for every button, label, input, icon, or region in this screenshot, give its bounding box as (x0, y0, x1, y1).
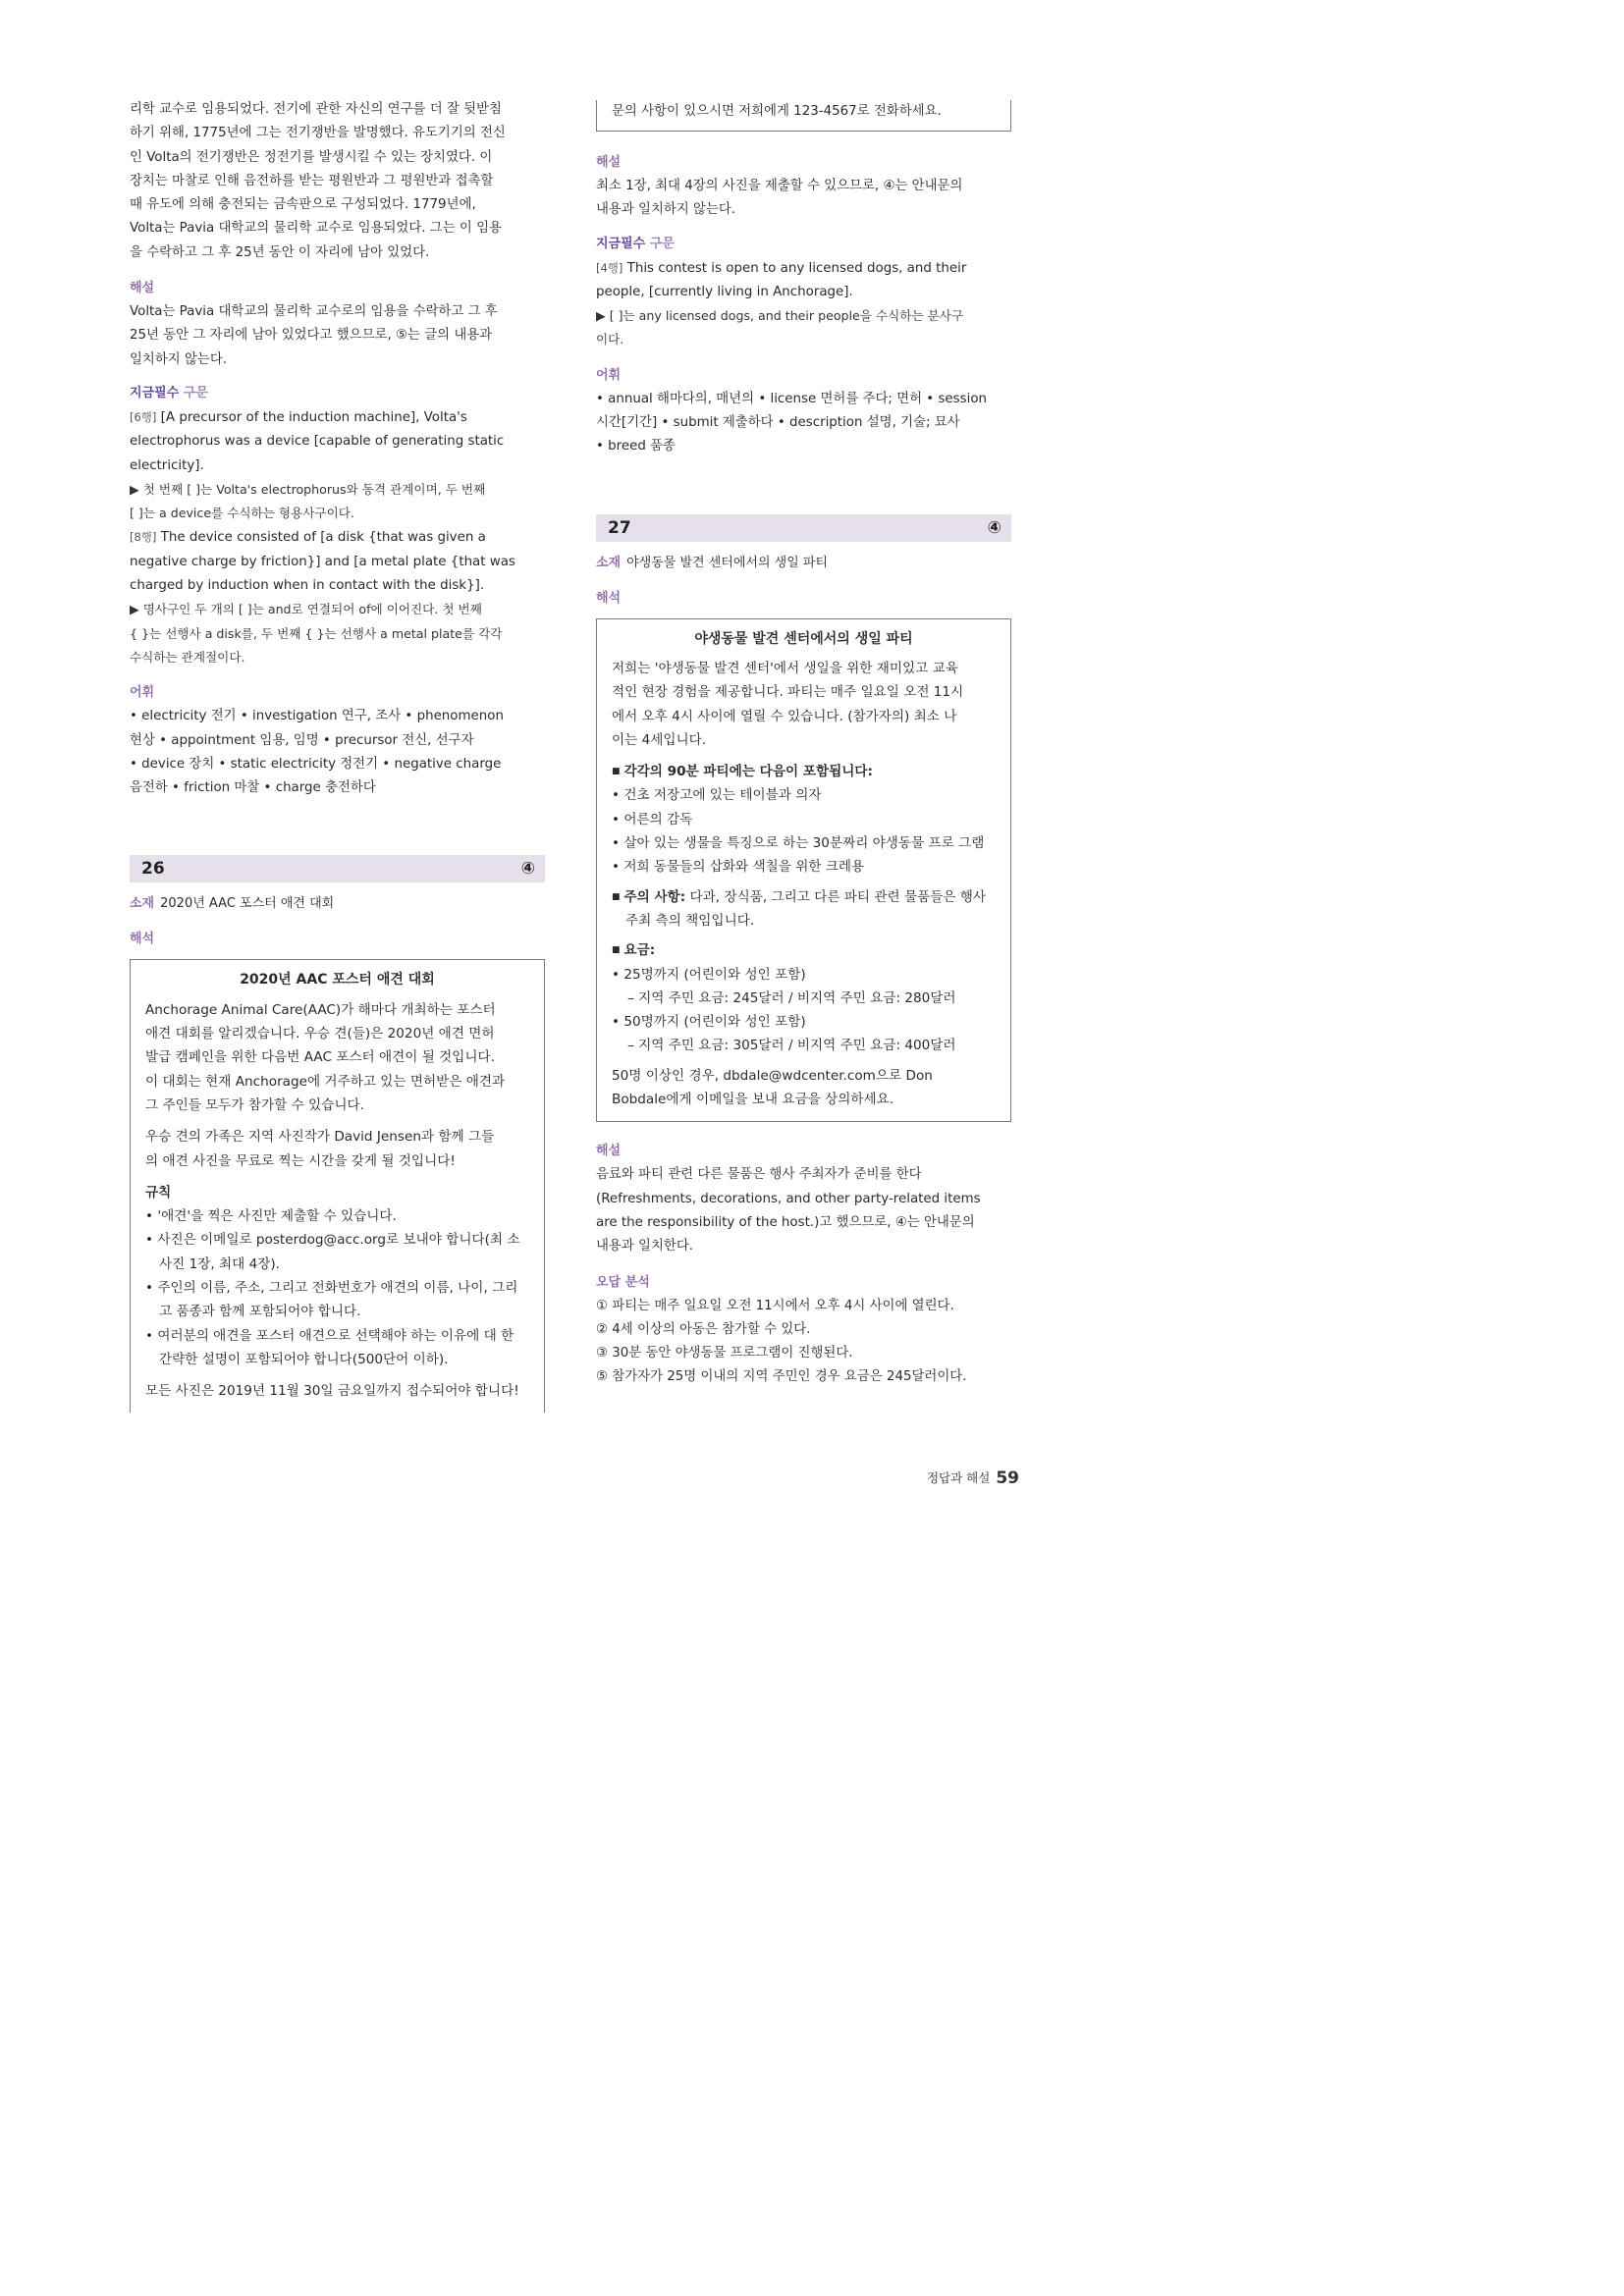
text-line: 발급 캠페인을 위한 다음번 AAC 포스터 애견이 될 것입니다. (145, 1049, 496, 1066)
include-item: • 살아 있는 생물을 특징으로 하는 30분짜리 야생동물 프로 그램 (612, 835, 985, 852)
section-label-vocabulary: 어휘 (130, 685, 155, 701)
right-column (596, 0, 1011, 1390)
explanation-text (130, 300, 545, 372)
text-line: 이 대회는 현재 Anchorage에 거주하고 있는 면허받은 애견과 (145, 1073, 506, 1090)
notice-box-27 (596, 618, 1011, 1123)
note-line: [ ]는 a device를 수식하는 형용사구이다. (130, 506, 354, 521)
section-label-translation: 해석 (596, 590, 622, 606)
text-line: charged by induction when in contact with the disk}]. (130, 578, 485, 594)
grammar-label-sub: 구문 (649, 236, 675, 251)
vocab-line: 현상 • appointment 임용, 임명 • precursor 전신, 선구자 (130, 732, 474, 748)
text-line: 이는 4세입니다. (612, 731, 707, 748)
fee-item: • 25명까지 (어린이와 성인 포함) (612, 966, 806, 983)
notice-paragraph (145, 1125, 529, 1173)
topic-text: 2020년 AAC 포스터 애견 대회 (160, 896, 335, 912)
rule-item: • 사진은 이메일로 posterdog@acc.org로 보내야 합니다(최 소 사진 1장, 최대 4장). (145, 1232, 520, 1272)
page-number: 59 (996, 1468, 1019, 1488)
grammar-label-main: 지금필수 (596, 236, 646, 251)
grammar-item (596, 256, 1011, 352)
text-line: 애견 대회를 알리겠습니다. 우승 견(들)은 2020년 애견 면허 (145, 1026, 495, 1042)
text-line: The device consisted of [a disk {that was given a (160, 530, 486, 546)
note-heading: ■ 주의 사항: (612, 889, 685, 905)
text-line: 25년 동안 그 자리에 남아 있었다고 했으므로, ⑤는 글의 내용과 (130, 328, 493, 344)
topic-key: 소재 (596, 555, 622, 570)
note-line: 수식하는 관계절이다. (130, 649, 245, 665)
explanation-text (596, 175, 1011, 223)
text-line: (Refreshments, decorations, and other party-related items (596, 1191, 981, 1206)
note-line: ▶ 첫 번째 [ ]는 Volta's electrophorus와 동격 관계이며, 두 번째 (130, 481, 486, 497)
note-text: 다과, 장식품, 그리고 다른 파티 관련 물품들은 행사 주최 측의 책임입니다. (625, 888, 987, 929)
grammar-label-sub: 구문 (183, 385, 208, 400)
text-line: 인 Volta의 전기쟁반은 정전기를 발생시킬 수 있는 장치였다. 이 (130, 149, 493, 165)
question-header-27 (596, 514, 1011, 542)
note-line: ▶ 명사구인 두 개의 [ ]는 and로 연결되어 of에 이어진다. 첫 번째 (130, 602, 482, 617)
topic-line (130, 892, 545, 916)
text-line: 내용과 일치하지 않는다. (596, 202, 736, 218)
rules-heading: 규칙 (145, 1184, 172, 1201)
notice-box-26 (130, 959, 545, 1413)
text-line: This contest is open to any licensed dogs, and their (626, 260, 967, 276)
text-line: negative charge by friction}] and [a metal plate {that was (130, 554, 515, 569)
vocabulary-list (596, 388, 1011, 459)
question-answer: ④ (520, 859, 535, 880)
text-line: electrophorus was a device [capable of generating static (130, 434, 505, 450)
text-line: 일치하지 않는다. (130, 351, 228, 367)
note-line: 이다. (596, 332, 624, 347)
vocab-line: 음전하 • friction 마찰 • charge 충전하다 (130, 780, 376, 796)
text-line: ② 4세 이상의 아동은 참가할 수 있다. (596, 1321, 811, 1337)
explanation-text (596, 1163, 1011, 1258)
wrong-answer-analysis (596, 1295, 1011, 1390)
text-line: Bobdale에게 이메일을 보내 요금을 상의하세요. (612, 1092, 894, 1108)
contact-text (612, 1064, 996, 1112)
text-line: 때 유도에 의해 충전되는 금속판으로 구성되었다. 1779년에, (130, 197, 476, 213)
text-line: people, [currently living in Anchorage]. (596, 284, 853, 299)
section-label-translation: 해석 (130, 932, 155, 947)
line-tag: [8행] (130, 530, 157, 545)
text-line: 의 애견 사진을 무료로 찍는 시간을 갖게 될 것입니다! (145, 1152, 456, 1169)
text-line: 문의 사항이 있으시면 저희에게 123-4567로 전화하세요. (612, 104, 942, 119)
section-label-explanation: 해설 (130, 281, 155, 296)
fee-heading: ■ 요금: (612, 938, 996, 962)
question-number: 27 (608, 517, 631, 538)
rule-item: • 여러분의 애견을 포스터 애견으로 선택해야 하는 이유에 대 한 간략한 설명이 포함되어야 합니다(500단어 이하). (145, 1327, 514, 1367)
notice-paragraph (612, 657, 996, 752)
notice-title: 야생동물 발견 센터에서의 생일 파티 (694, 630, 913, 647)
topic-line (596, 552, 1011, 575)
passage-translation-end (130, 98, 545, 265)
note-block (612, 885, 996, 934)
vocab-line: 시간[기간] • submit 제출하다 • description 설명, 기술; 묘사 (596, 415, 960, 431)
question-answer: ④ (987, 517, 1001, 538)
grammar-item-2 (130, 525, 545, 669)
note-line: ▶ [ ]는 any licensed dogs, and their people을 수식하는 분사구 (596, 308, 964, 324)
rule-item: • 주인의 이름, 주소, 그리고 전화번호가 애견의 이름, 나이, 그리고 품종과 함께 포함되어야 합니다. (145, 1279, 518, 1320)
text-line: Anchorage Animal Care(AAC)가 해마다 개최하는 포스터 (145, 1001, 496, 1018)
include-item: • 어른의 감독 (612, 811, 693, 828)
text-line: 하기 위해, 1775년에 그는 전기쟁반을 발명했다. 유도기기의 전신 (130, 126, 506, 141)
include-item: • 건초 저장고에 있는 테이블과 의자 (612, 787, 822, 804)
vocab-line: • electricity 전기 • investigation 연구, 조사 • phenomenon (130, 709, 504, 724)
topic-key: 소재 (130, 896, 155, 912)
vocab-line: • annual 해마다의, 매년의 • license 면허를 주다; 면허 • session (596, 391, 988, 406)
text-line: 리학 교수로 임용되었다. 전기에 관한 자신의 연구를 더 잘 뒷받침 (130, 102, 502, 117)
section-label-grammar (130, 382, 545, 405)
question-header-26 (130, 855, 545, 882)
fee-item: • 50명까지 (어린이와 성인 포함) (612, 1014, 806, 1031)
notice-paragraph (145, 998, 529, 1117)
section-label-explanation: 해설 (596, 155, 622, 170)
notice-box-26-continued (596, 100, 1011, 132)
text-line: ⑤ 참가자가 25명 이내의 지역 주민인 경우 요금은 245달러이다. (596, 1369, 967, 1385)
rule-item: • '애견'을 찍은 사진만 제출할 수 있습니다. (145, 1208, 397, 1225)
deadline-text: 모든 사진은 2019년 11월 30일 금요일까지 접수되어야 합니다! (145, 1383, 519, 1400)
footer-label: 정답과 해설 (926, 1470, 991, 1485)
text-line: 을 수락하고 그 후 25년 동안 이 자리에 남아 있었다. (130, 244, 430, 260)
vocab-line: • device 장치 • static electricity 정전기 • negative charge (130, 756, 502, 772)
text-line: 장치는 마찰로 인해 음전하를 받는 평원반과 그 평원반과 접촉할 (130, 173, 494, 188)
topic-text: 야생동물 발견 센터에서의 생일 파티 (626, 555, 829, 570)
vocabulary-list (130, 705, 545, 800)
section-label-grammar (596, 233, 1011, 256)
fee-detail: – 지역 주민 요금: 305달러 / 비지역 주민 요금: 400달러 (627, 1038, 956, 1054)
text-line: 저희는 '야생동물 발견 센터'에서 생일을 위한 재미있고 교육 (612, 660, 958, 676)
grammar-item-1 (130, 405, 545, 525)
text-line: [A precursor of the induction machine], Volta's (160, 409, 467, 425)
text-line: 적인 현장 경험을 제공합니다. 파티는 매주 일요일 오전 11시 (612, 684, 964, 701)
page-footer (911, 1467, 1019, 1490)
section-label-wrong-answers: 오답 분석 (596, 1274, 650, 1290)
notice-title: 2020년 AAC 포스터 애견 대회 (240, 972, 435, 988)
note-line: { }는 선행사 a disk를, 두 번째 { }는 선행사 a metal plate를 각각 (130, 625, 503, 641)
text-line: 음료와 파티 관련 다른 물품은 행사 주최자가 준비를 한다 (596, 1167, 922, 1183)
left-column (130, 0, 545, 1413)
fee-detail: – 지역 주민 요금: 245달러 / 비지역 주민 요금: 280달러 (627, 989, 956, 1006)
line-tag: [4행] (596, 260, 623, 275)
grammar-label-main: 지금필수 (130, 385, 180, 400)
text-line: 에서 오후 4시 사이에 열릴 수 있습니다. (참가자의) 최소 나 (612, 708, 957, 724)
text-line: ① 파티는 매주 일요일 오전 11시에서 오후 4시 사이에 열린다. (596, 1298, 954, 1313)
text-line: 우승 견의 가족은 지역 사진작가 David Jensen과 함께 그들 (145, 1129, 495, 1146)
text-line: electricity]. (130, 457, 204, 473)
text-line: Volta는 Pavia 대학교의 물리학 교수로의 임용을 수락하고 그 후 (130, 304, 498, 320)
line-tag: [6행] (130, 409, 157, 424)
question-number: 26 (141, 859, 165, 880)
section-label-explanation: 해설 (596, 1144, 622, 1159)
text-line: are the responsibility of the host.)고 했으므로, ④는 안내문의 (596, 1214, 975, 1230)
text-line: 내용과 일치한다. (596, 1239, 694, 1255)
text-line: 그 주인들 모두가 참가할 수 있습니다. (145, 1096, 364, 1113)
text-line: Volta는 Pavia 대학교의 물리학 교수로 임용되었다. 그는 이 임용 (130, 221, 502, 237)
text-line: 최소 1장, 최대 4장의 사진을 제출할 수 있으므로, ④는 안내문의 (596, 179, 963, 193)
include-item: • 저희 동물들의 삽화와 색칠을 위한 크레용 (612, 859, 865, 876)
section-label-vocabulary: 어휘 (596, 367, 622, 383)
text-line: ③ 30분 동안 야생동물 프로그램이 진행된다. (596, 1346, 853, 1362)
vocab-line: • breed 품종 (596, 439, 676, 454)
text-line: 50명 이상인 경우, dbdale@wdcenter.com으로 Don (612, 1067, 933, 1084)
includes-heading: ■ 각각의 90분 파티에는 다음이 포함됩니다: (612, 760, 996, 783)
